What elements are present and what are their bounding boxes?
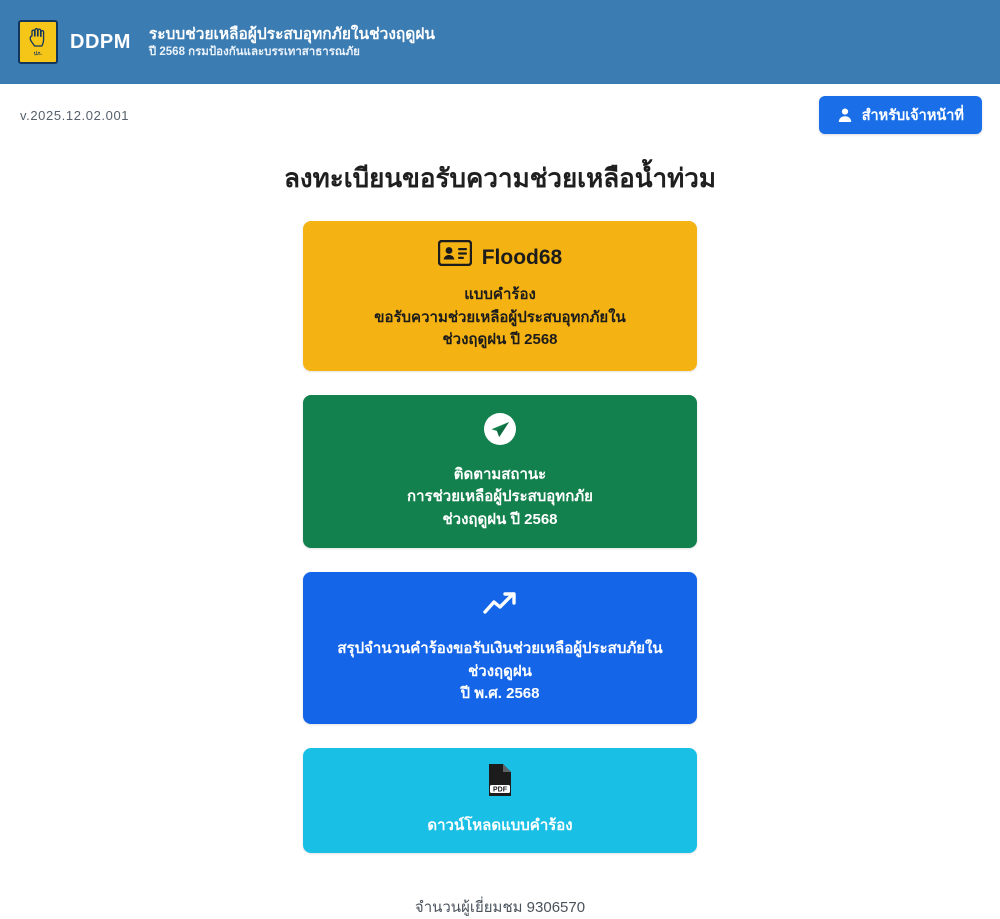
card-flood68-line-3: ช่วงฤดูฝน ปี 2568 bbox=[442, 331, 558, 349]
brand-name: DDPM bbox=[70, 30, 131, 53]
staff-login-button[interactable] bbox=[819, 96, 982, 134]
card-track-status-line-3: ช่วงฤดูฝน ปี 2568 bbox=[442, 510, 558, 528]
card-flood68-line-1: แบบคำร้อง bbox=[464, 286, 536, 304]
header-subtitle: ปี 2568 กรมป้องกันและบรรเทาสาธารณภัย bbox=[148, 45, 360, 58]
topbar bbox=[0, 84, 1000, 146]
card-summary-report-header bbox=[482, 590, 518, 628]
chart-line-icon bbox=[482, 590, 518, 628]
hand-emblem-icon bbox=[27, 27, 49, 51]
card-download-form-header bbox=[486, 763, 514, 805]
page-title: ลงทะเบียนขอรับความช่วยเหลือน้ำท่วม bbox=[283, 163, 717, 193]
header-title: ระบบช่วยเหลือผู้ประสบอุทกภัยในช่วงฤดูฝน bbox=[148, 26, 436, 44]
card-summary-report-text bbox=[337, 638, 662, 706]
logo-caption: ปภ. bbox=[33, 51, 43, 57]
card-download-form[interactable] bbox=[303, 748, 697, 853]
card-track-status-line-2: การช่วยเหลือผู้ประสบอุทกภัย bbox=[407, 488, 593, 506]
card-list bbox=[303, 221, 697, 853]
card-download-form-text bbox=[427, 815, 572, 838]
card-track-status-header bbox=[483, 412, 517, 454]
staff-login-label: สำหรับเจ้าหน้าที่ bbox=[861, 107, 964, 124]
card-flood68-header bbox=[438, 240, 563, 274]
card-flood68-line-2: ขอรับความช่วยเหลือผู้ประสบอุทกภัยใน bbox=[374, 308, 626, 326]
header-text-block bbox=[149, 25, 435, 59]
app-header bbox=[0, 0, 1000, 84]
card-track-status-text bbox=[407, 464, 593, 532]
version-label: v.2025.12.02.001 bbox=[20, 107, 130, 123]
svg-text:PDF: PDF bbox=[493, 786, 507, 794]
pdf-file-icon bbox=[486, 763, 514, 805]
card-flood68-icon-label: Flood68 bbox=[481, 245, 563, 269]
card-summary-report-line-3: ปี พ.ศ. 2568 bbox=[460, 685, 540, 703]
card-summary-report-line-1: สรุปจำนวนคำร้องขอรับเงินช่วยเหลือผู้ประสบภัยใน bbox=[337, 640, 663, 658]
card-summary-report[interactable] bbox=[303, 572, 697, 724]
card-summary-report-line-2: ช่วงฤดูฝน bbox=[468, 662, 532, 680]
card-download-form-line-1: ดาวน์โหลดแบบคำร้อง bbox=[427, 817, 573, 835]
id-card-icon bbox=[438, 240, 472, 274]
visitor-count: จำนวนผู้เยี่ยมชม 9306570 bbox=[414, 899, 586, 916]
person-icon bbox=[837, 107, 853, 123]
card-track-status-line-1: ติดตามสถานะ bbox=[453, 465, 547, 483]
card-flood68-text bbox=[374, 284, 626, 352]
paper-plane-icon bbox=[483, 412, 517, 454]
card-track-status[interactable] bbox=[303, 395, 697, 548]
card-flood68-form[interactable] bbox=[303, 221, 697, 371]
main-content bbox=[0, 146, 1000, 919]
ddpm-logo bbox=[18, 20, 58, 64]
